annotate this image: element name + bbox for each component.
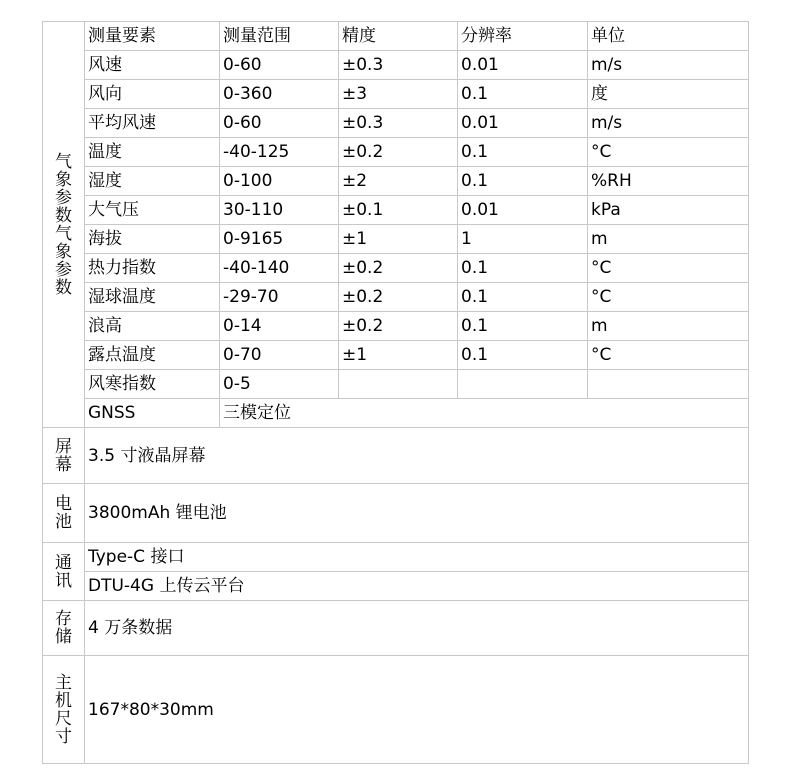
param-range: 0-70 — [220, 341, 339, 370]
comm-value-usb: Type-C 接口 — [85, 543, 749, 572]
param-row — [43, 167, 749, 196]
param-accuracy: ±0.3 — [339, 109, 458, 138]
param-accuracy: ±1 — [339, 225, 458, 254]
params-category-char: 参 — [55, 187, 72, 208]
param-range: 30-110 — [220, 196, 339, 225]
param-range: -29-70 — [220, 283, 339, 312]
size-category-cell — [43, 656, 85, 764]
param-unit: kPa — [588, 196, 749, 225]
param-row — [43, 254, 749, 283]
param-resolution: 0.1 — [458, 138, 588, 167]
params-category-char: 气 — [55, 223, 72, 244]
param-resolution: 0.01 — [458, 109, 588, 138]
header-resolution: 分辨率 — [458, 22, 588, 51]
param-range: 0-360 — [220, 80, 339, 109]
param-resolution: 0.1 — [458, 341, 588, 370]
comm-category-char: 通 — [55, 552, 72, 573]
storage-category-char: 存 — [55, 609, 72, 629]
param-accuracy: ±0.2 — [339, 138, 458, 167]
param-unit: 度 — [588, 80, 749, 109]
param-unit: m — [588, 312, 749, 341]
battery-row — [43, 484, 749, 543]
params-category-char: 象 — [55, 241, 72, 262]
param-range: -40-125 — [220, 138, 339, 167]
header-accuracy: 精度 — [339, 22, 458, 51]
header-row — [43, 22, 749, 51]
param-resolution: 0.1 — [458, 167, 588, 196]
param-unit: m — [588, 225, 749, 254]
screen-row — [43, 428, 749, 484]
screen-category-char: 幕 — [55, 454, 72, 475]
param-range: 0-5 — [220, 370, 339, 399]
size-category-char: 尺 — [55, 708, 72, 729]
battery-value: 3800mAh 锂电池 — [85, 484, 749, 543]
param-row — [43, 312, 749, 341]
param-resolution: 0.1 — [458, 254, 588, 283]
param-element: 浪高 — [85, 312, 220, 341]
param-accuracy: ±0.2 — [339, 254, 458, 283]
comm-row — [43, 543, 749, 572]
param-row — [43, 109, 749, 138]
param-range: 0-9165 — [220, 225, 339, 254]
param-unit: m/s — [588, 51, 749, 80]
param-resolution: 0.01 — [458, 51, 588, 80]
param-accuracy: ±1 — [339, 341, 458, 370]
param-row — [43, 196, 749, 225]
battery-category-char: 电 — [55, 494, 72, 514]
storage-category-char: 储 — [55, 627, 72, 647]
gnss-label: GNSS — [85, 399, 220, 428]
param-row — [43, 80, 749, 109]
param-unit: °C — [588, 341, 749, 370]
param-accuracy: ±2 — [339, 167, 458, 196]
param-unit: °C — [588, 254, 749, 283]
param-row — [43, 138, 749, 167]
param-accuracy: ±0.2 — [339, 312, 458, 341]
param-resolution: 1 — [458, 225, 588, 254]
param-unit: %RH — [588, 167, 749, 196]
param-element: 海拔 — [85, 225, 220, 254]
param-element: 风向 — [85, 80, 220, 109]
param-element: 大气压 — [85, 196, 220, 225]
spec-table — [42, 21, 749, 764]
param-range: 0-14 — [220, 312, 339, 341]
comm-category-char: 讯 — [55, 570, 72, 591]
header-range: 测量范围 — [220, 22, 339, 51]
screen-category-cell — [43, 428, 85, 484]
gnss-value: 三模定位 — [220, 399, 749, 428]
comm-category-cell — [43, 543, 85, 601]
param-element: 湿度 — [85, 167, 220, 196]
param-element: 热力指数 — [85, 254, 220, 283]
comm-row — [43, 572, 749, 601]
param-resolution: 0.1 — [458, 283, 588, 312]
param-range: -40-140 — [220, 254, 339, 283]
param-element: 湿球温度 — [85, 283, 220, 312]
param-row — [43, 370, 749, 399]
battery-category-char: 池 — [55, 512, 72, 532]
param-resolution: 0.1 — [458, 312, 588, 341]
screen-value: 3.5 寸液晶屏幕 — [85, 428, 749, 484]
param-resolution: 0.1 — [458, 80, 588, 109]
param-row — [43, 283, 749, 312]
params-category-char: 气 — [55, 151, 72, 172]
storage-category-cell — [43, 601, 85, 656]
storage-value: 4 万条数据 — [85, 601, 749, 656]
params-category-char: 象 — [55, 169, 72, 190]
size-category-char: 寸 — [55, 726, 72, 747]
param-row — [43, 225, 749, 254]
battery-category-cell — [43, 484, 85, 543]
storage-row — [43, 601, 749, 656]
param-unit: m/s — [588, 109, 749, 138]
param-unit — [588, 370, 749, 399]
params-category-char: 数 — [55, 205, 72, 226]
param-element: 温度 — [85, 138, 220, 167]
params-category-char: 参 — [55, 259, 72, 280]
size-row — [43, 656, 749, 764]
param-element: 风寒指数 — [85, 370, 220, 399]
param-accuracy: ±0.2 — [339, 283, 458, 312]
param-element: 平均风速 — [85, 109, 220, 138]
size-category-char: 主 — [55, 672, 72, 693]
param-unit: °C — [588, 138, 749, 167]
comm-value-dtu: DTU-4G 上传云平台 — [85, 572, 749, 601]
param-accuracy: ±3 — [339, 80, 458, 109]
param-element: 露点温度 — [85, 341, 220, 370]
params-category-char: 数 — [55, 277, 72, 298]
param-accuracy — [339, 370, 458, 399]
param-accuracy: ±0.1 — [339, 196, 458, 225]
size-value: 167*80*30mm — [85, 656, 749, 764]
gnss-row — [43, 399, 749, 428]
screen-category-char: 屏 — [55, 436, 72, 457]
param-resolution — [458, 370, 588, 399]
param-range: 0-60 — [220, 51, 339, 80]
param-row — [43, 51, 749, 80]
param-range: 0-60 — [220, 109, 339, 138]
param-resolution: 0.01 — [458, 196, 588, 225]
param-accuracy: ±0.3 — [339, 51, 458, 80]
param-range: 0-100 — [220, 167, 339, 196]
param-row — [43, 341, 749, 370]
header-unit: 单位 — [588, 22, 749, 51]
size-category-char: 机 — [55, 690, 72, 711]
param-unit: °C — [588, 283, 749, 312]
params-category-cell — [43, 22, 85, 428]
param-element: 风速 — [85, 51, 220, 80]
header-element: 测量要素 — [85, 22, 220, 51]
